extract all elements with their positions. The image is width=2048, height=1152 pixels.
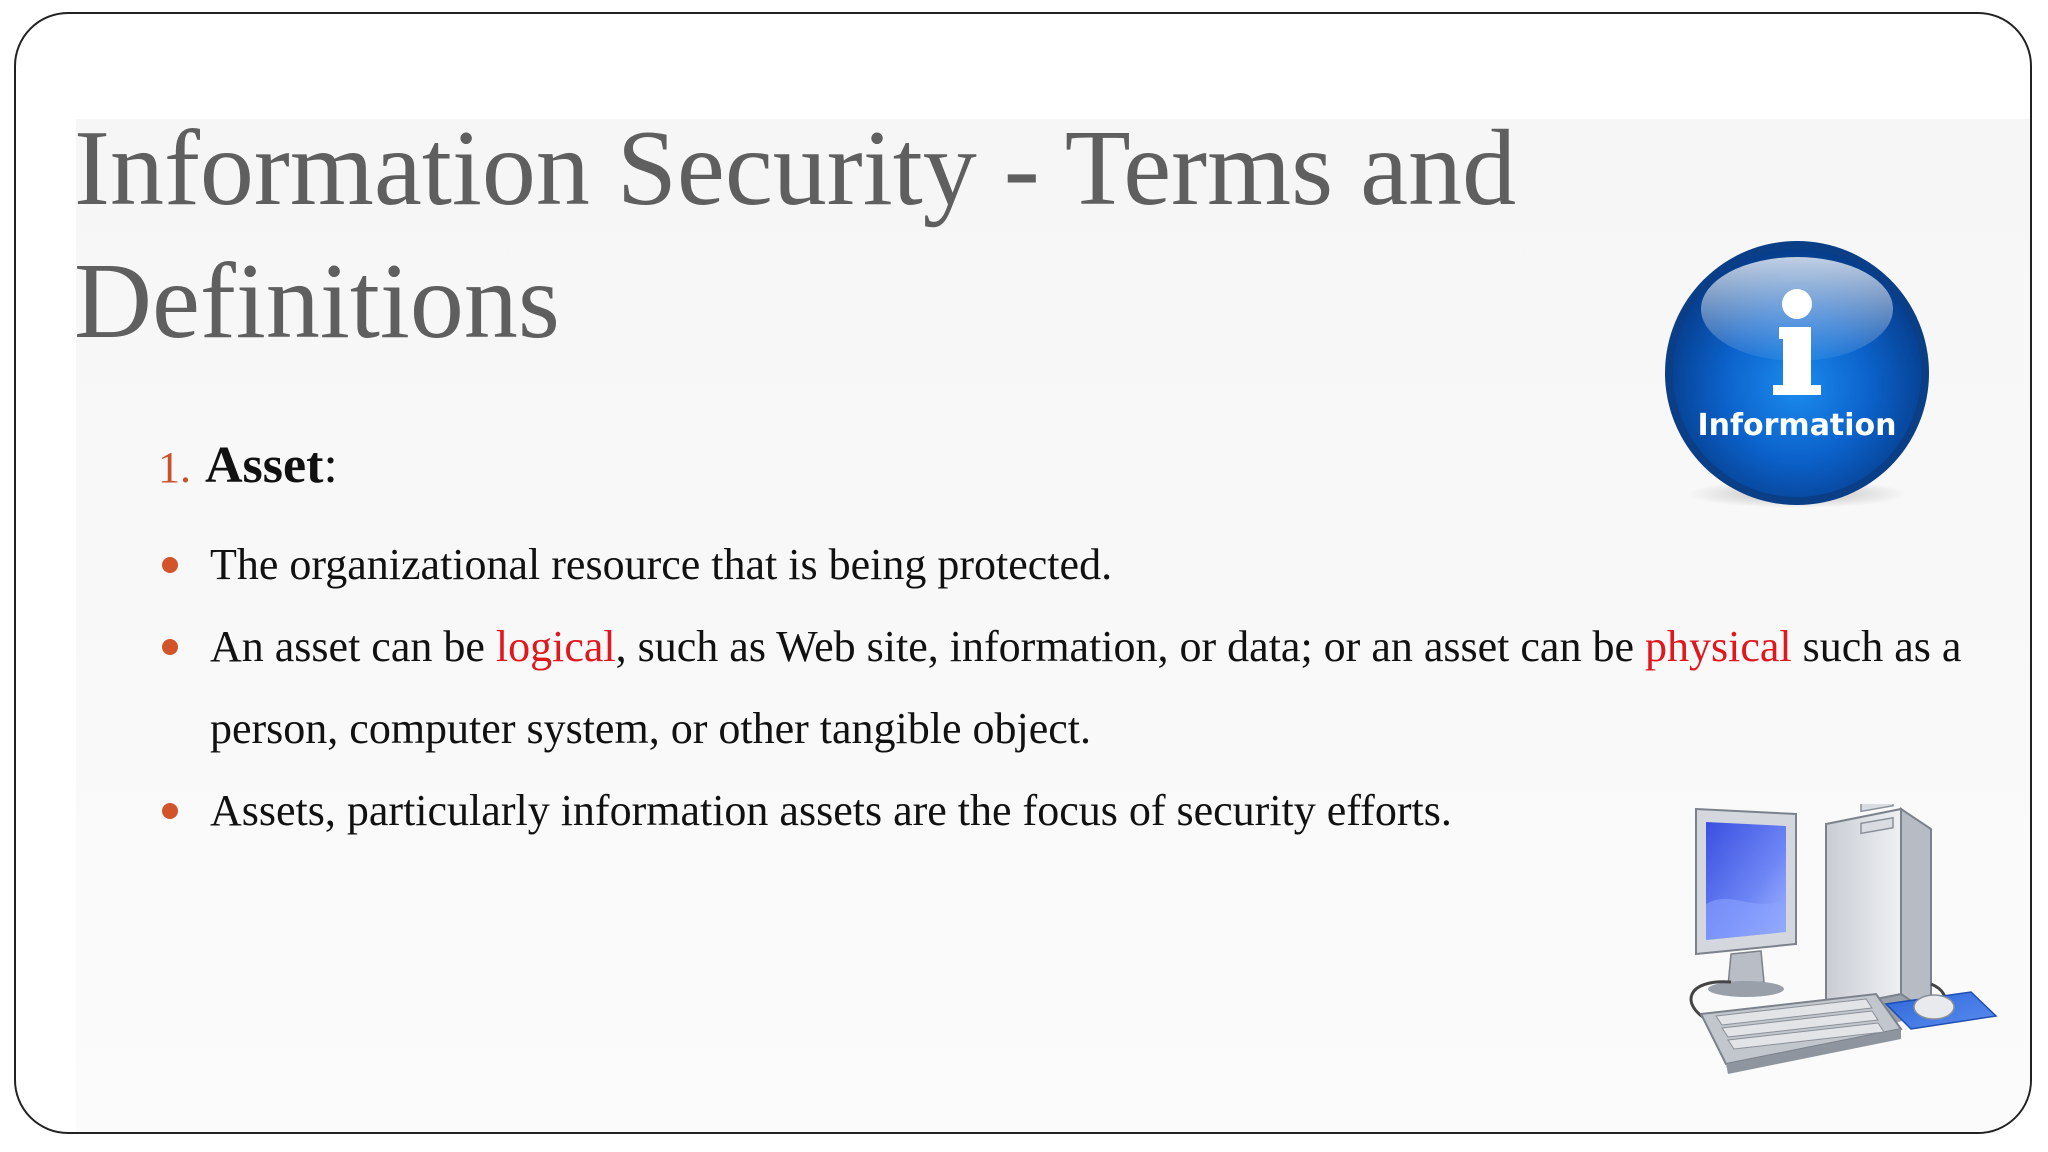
bullet-dot-icon bbox=[162, 803, 178, 819]
slide-title bbox=[74, 102, 1516, 368]
title-line-1: Information Security - Terms and bbox=[74, 109, 1517, 228]
term-name: Asset bbox=[205, 437, 324, 494]
bullet-list bbox=[158, 524, 1988, 852]
bullet-text: The organizational resource that is being protected. bbox=[210, 540, 1113, 589]
title-line-2: Definitions bbox=[74, 242, 560, 361]
highlight-physical: physical bbox=[1644, 622, 1792, 671]
bullet-text: An asset can be bbox=[210, 622, 496, 671]
desktop-computer-icon bbox=[1676, 804, 2016, 1094]
bullet-text: such as a person, computer system, or other tangible object. bbox=[210, 622, 1962, 753]
term-number: 1. bbox=[158, 443, 191, 492]
bullet-dot-icon bbox=[162, 639, 178, 655]
highlight-logical: logical bbox=[495, 622, 616, 671]
bullet-text: , such as Web site, information, or data; or an asset can be bbox=[615, 622, 1645, 671]
bullet-item bbox=[158, 606, 1988, 770]
bullet-item bbox=[158, 524, 1988, 606]
slide bbox=[14, 12, 2032, 1134]
term-heading bbox=[158, 434, 338, 500]
information-icon bbox=[1661, 239, 1933, 511]
term-suffix: : bbox=[323, 437, 338, 494]
information-badge-label: Information bbox=[1697, 408, 1897, 443]
bullet-text: Assets, particularly information assets are the focus of security efforts. bbox=[210, 786, 1452, 835]
bullet-dot-icon bbox=[162, 557, 178, 573]
